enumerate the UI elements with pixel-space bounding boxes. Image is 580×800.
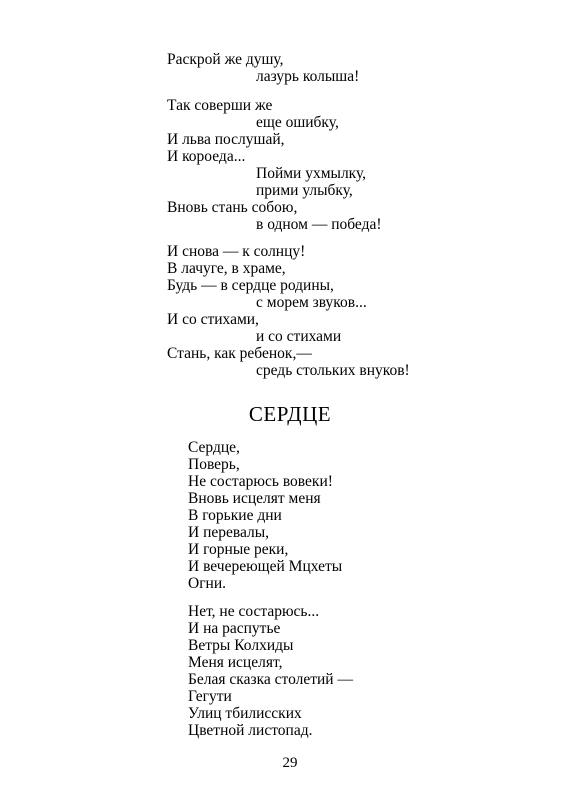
poem-1-line-13: Будь — в сердце родины, [167, 277, 334, 294]
poem-1-line-17: Стань, как ребенок,— [167, 345, 312, 362]
poem-2-line-13: Меня исцелят, [188, 654, 283, 671]
poem-1-line-7: Пойми ухмылку, [256, 165, 367, 182]
poem-1-line-3: Так соверши же [167, 97, 273, 114]
poem-2-line-15: Гегути [188, 688, 232, 705]
poem-2-line-4: Вновь исцелят меня [188, 490, 321, 507]
poem-1-line-16: и со стихами [256, 328, 342, 345]
poem-2-line-2: Поверь, [188, 456, 240, 473]
poem-1-line-14: с морем звуков... [256, 294, 367, 311]
poem-1-line-5: И льва послушай, [167, 131, 285, 148]
poem-1-line-12: В лачуге, в храме, [167, 260, 286, 277]
poem-title: СЕРДЦЕ [248, 402, 332, 426]
poem-2-line-10: Нет, не состарюсь... [188, 603, 320, 620]
poem-1-line-9: Вновь стань собою, [167, 199, 298, 216]
poem-2-line-1: Сердце, [188, 439, 240, 456]
poem-1-line-18: средь стольких внуков! [256, 362, 410, 379]
poem-1-line-6: И короеда... [167, 148, 246, 165]
poem-2-line-9: Огни. [188, 575, 227, 592]
poem-1-line-15: И со стихами, [167, 311, 259, 328]
poem-1-line-11: И снова — к солнцу! [167, 243, 306, 260]
poem-2-line-11: И на распутье [188, 620, 281, 637]
poem-2-line-14: Белая сказка столетий — [188, 671, 353, 688]
poem-1-line-1: Раскрой же душу, [167, 51, 284, 68]
poem-2-line-5: В горькие дни [188, 507, 282, 524]
poem-2-line-8: И вечереющей Мцхеты [188, 558, 343, 575]
poem-2-line-7: И горные реки, [188, 541, 289, 558]
poem-1-line-2: лазурь колыша! [256, 68, 360, 85]
poem-1-line-4: еще ошибку, [256, 114, 339, 131]
poem-2-line-6: И перевалы, [188, 524, 270, 541]
poem-2-line-16: Улиц тбилисских [188, 705, 302, 722]
poem-2-line-12: Ветры Колхиды [188, 637, 294, 654]
poem-1-line-8: прими улыбку, [256, 182, 353, 199]
page-number: 29 [282, 755, 298, 771]
poem-2-line-3: Не состарюсь вовеки! [188, 473, 333, 490]
poem-1-line-10: в одном — победа! [256, 216, 382, 233]
poem-2-line-17: Цветной листопад. [188, 722, 313, 739]
